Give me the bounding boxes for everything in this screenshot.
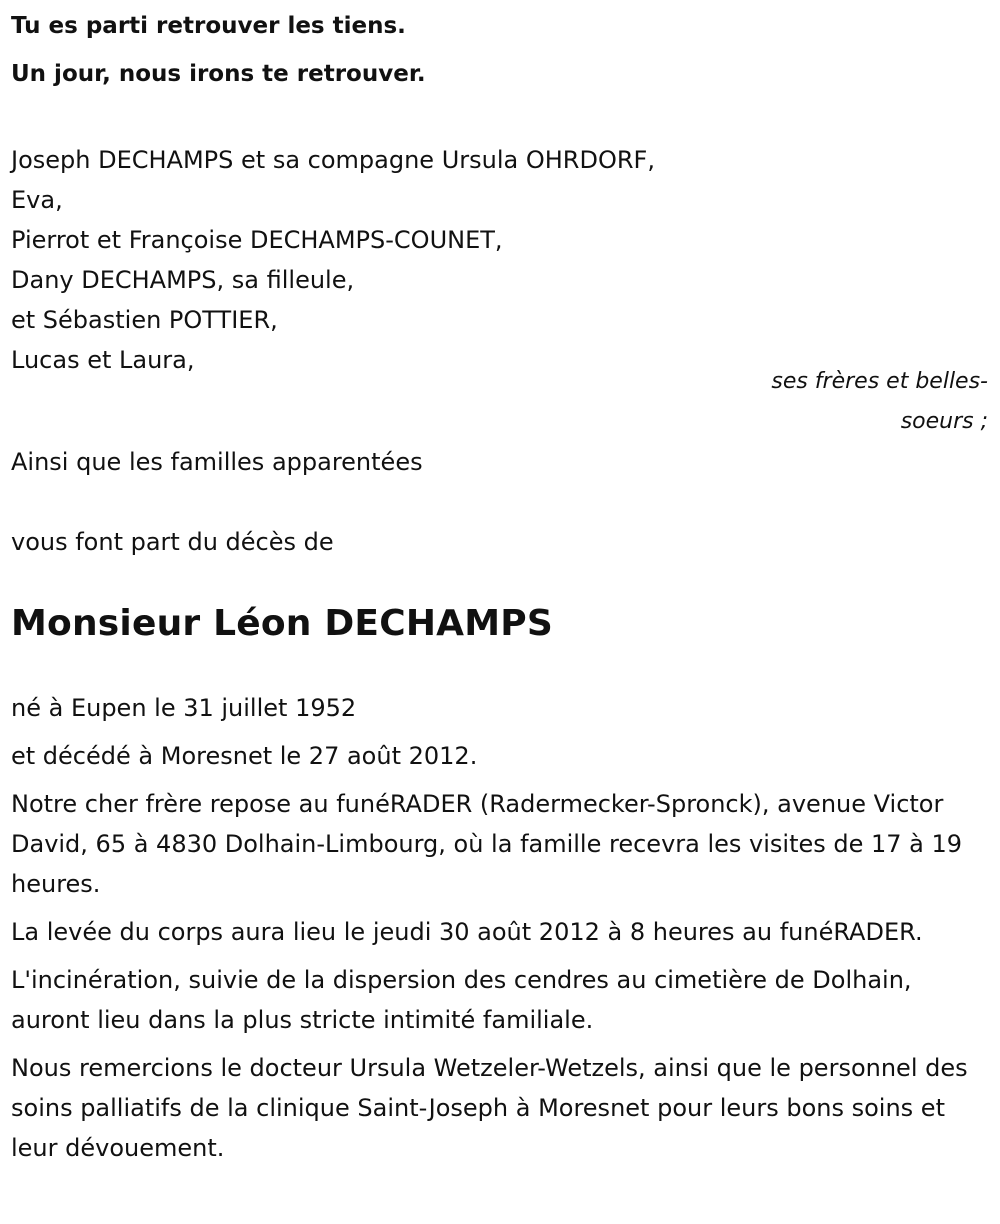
deceased-name: Monsieur Léon DECHAMPS	[11, 603, 553, 644]
family-member: Eva,	[11, 186, 63, 214]
family-member: Joseph DECHAMPS et sa compagne Ursula OHRDORF,	[11, 146, 655, 174]
family-member: Pierrot et Françoise DECHAMPS-COUNET,	[11, 226, 503, 254]
announcement-line: vous font part du décès de	[11, 528, 334, 556]
family-member: Dany DECHAMPS, sa filleule,	[11, 266, 355, 294]
death-line: et décédé à Moresnet le 27 août 2012.	[11, 742, 478, 770]
relation-line-1: ses frères et belles-	[771, 369, 988, 394]
thanks-paragraph: Nous remercions le docteur Ursula Wetzeler-Wetzels, ainsi que le personnel des soins palliatifs de la clinique Saint-Joseph à Moresnet pour leurs bons soins et leur dévouement.	[11, 1054, 968, 1162]
relation-line-2: soeurs ;	[900, 409, 988, 434]
cremation-paragraph: L'incinération, suivie de la dispersion des cendres au cimetière de Dolhain, auront lieu dans la plus stricte intimité familiale.	[11, 966, 912, 1034]
epigraph-line-1: Tu es parti retrouver les tiens.	[11, 13, 406, 39]
family-list	[11, 140, 990, 380]
family-member: Lucas et Laura,	[11, 346, 195, 374]
epigraph-line-2: Un jour, nous irons te retrouver.	[11, 61, 426, 87]
extended-families-line: Ainsi que les familles apparentées	[11, 448, 423, 476]
removal-paragraph: La levée du corps aura lieu le jeudi 30 août 2012 à 8 heures au funéRADER.	[11, 918, 923, 946]
family-member: et Sébastien POTTIER,	[11, 306, 278, 334]
viewing-paragraph: Notre cher frère repose au funéRADER (Radermecker-Spronck), avenue Victor David, 65 à 4830 Dolhain-Limbourg, où la famille recevra les visites de 17 à 19 heures.	[11, 790, 963, 898]
birth-line: né à Eupen le 31 juillet 1952	[11, 694, 357, 722]
